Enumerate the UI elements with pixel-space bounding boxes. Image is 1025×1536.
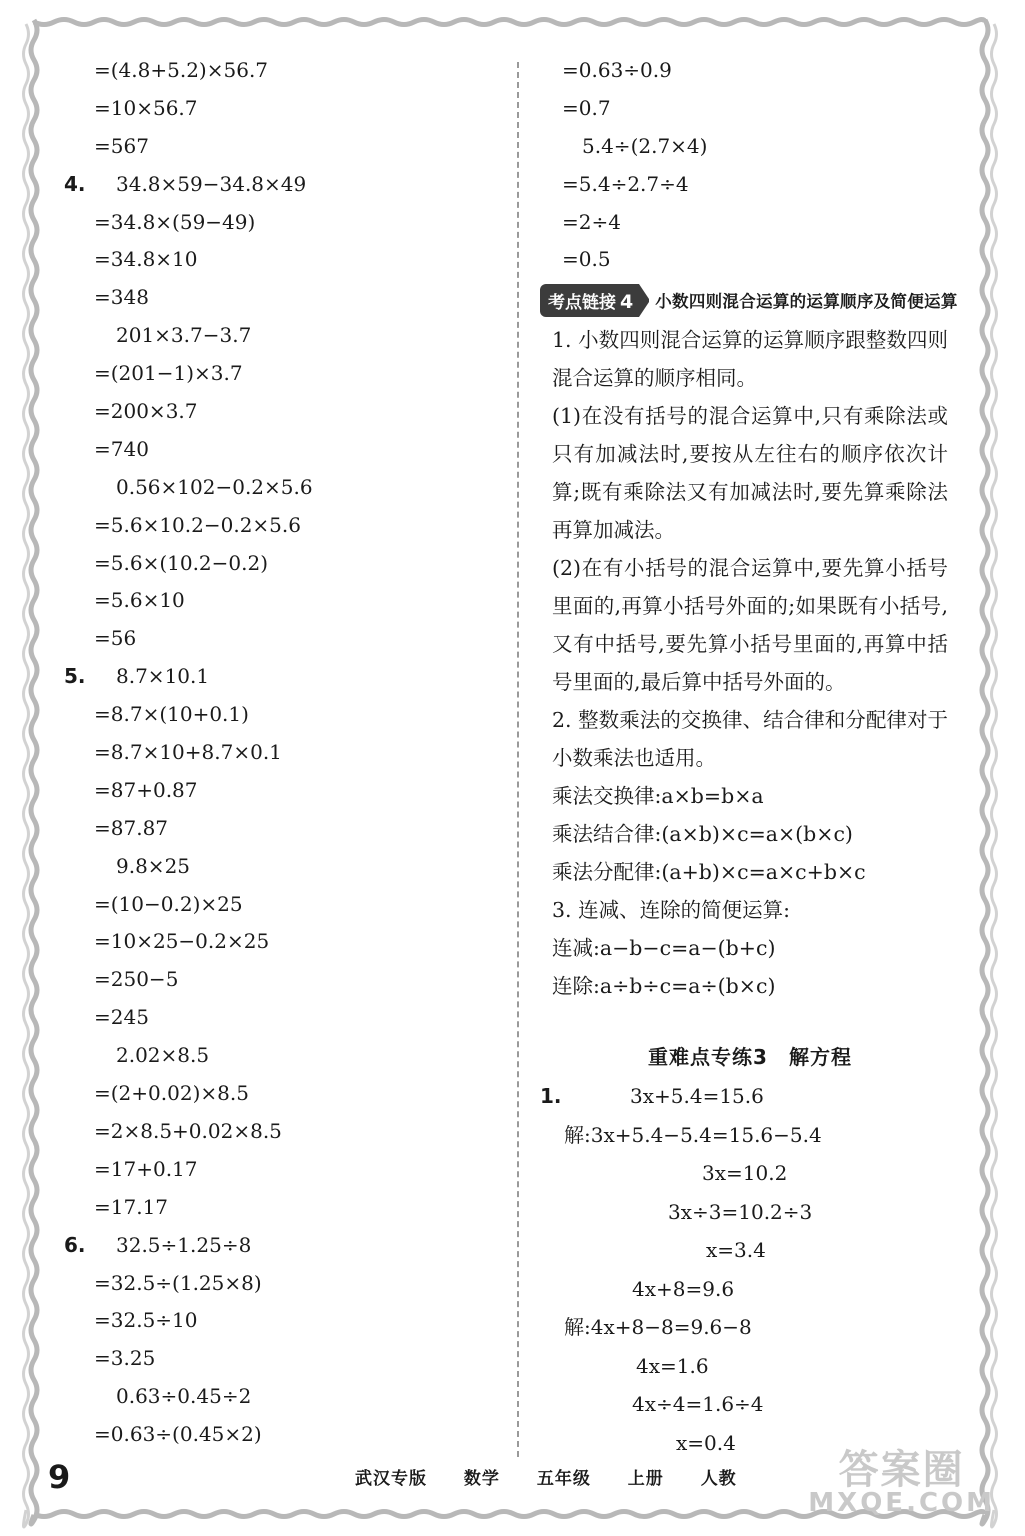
calc-line [62, 241, 502, 279]
kaodian-paragraph: 2. 整数乘法的交换律、结合律和分配律对于小数乘法也适用。 [552, 708, 948, 771]
calc-text: 0.63÷0.45÷2 [116, 1384, 252, 1409]
page-number: 9 [48, 1458, 71, 1496]
calc-line [62, 507, 502, 545]
section-title: 重难点专练3 解方程 [648, 1045, 852, 1070]
calc-text: =5.6×10 [94, 588, 185, 613]
equation-text: 解:3x+5.4−5.4=15.6−5.4 [564, 1122, 822, 1147]
kaodian-title: 小数四则混合运算的运算顺序及简便运算 [655, 292, 958, 312]
equation-line [540, 1116, 960, 1155]
calc-line [62, 810, 502, 848]
calc-line [62, 658, 502, 696]
calc-text: =32.5÷10 [94, 1308, 198, 1333]
calc-line [62, 52, 502, 90]
calc-line [540, 52, 960, 90]
kaodian-paragraph: 乘法分配律:(a+b)×c=a×c+b×c [552, 860, 866, 885]
calc-text: =567 [94, 133, 149, 158]
calc-text: =34.8×(59−49) [94, 209, 256, 234]
footer-volume: 上册 [627, 1469, 664, 1489]
equation-line [540, 1154, 960, 1193]
calc-text: =10×25−0.2×25 [94, 929, 270, 954]
calc-text: =(10−0.2)×25 [94, 891, 243, 916]
calc-text: =200×3.7 [94, 399, 198, 424]
calc-line [540, 128, 960, 166]
kaodian-paragraph: 乘法交换律:a×b=b×a [552, 784, 764, 809]
problem-number: 1. [540, 1084, 562, 1109]
calc-text: =5.6×10.2−0.2×5.6 [94, 512, 301, 537]
footer-publisher: 人教 [700, 1469, 737, 1489]
equation-text: 3x+5.4=15.6 [630, 1084, 764, 1109]
equation-line [540, 1270, 960, 1309]
equation-line [540, 1385, 960, 1424]
calc-text: 201×3.7−3.7 [116, 323, 252, 348]
calc-line [62, 1227, 502, 1265]
footer-info [355, 1464, 767, 1489]
problem-number: 6. [64, 1232, 86, 1257]
calc-line [540, 90, 960, 128]
calc-line [62, 961, 502, 999]
calc-line [62, 582, 502, 620]
calc-text: =5.4÷2.7÷4 [562, 171, 689, 196]
calc-text: =10×56.7 [94, 95, 198, 120]
calc-text: 0.56×102−0.2×5.6 [116, 474, 313, 499]
calc-line [540, 166, 960, 204]
equation-solutions [540, 1077, 960, 1462]
equation-text: x=0.4 [676, 1430, 736, 1455]
calc-text: 9.8×25 [116, 853, 191, 878]
calc-text: =32.5÷(1.25×8) [94, 1270, 262, 1295]
calc-line [62, 734, 502, 772]
column-divider [517, 62, 519, 1457]
calc-line [62, 1265, 502, 1303]
calc-line [62, 1189, 502, 1227]
calc-text: 34.8×59−34.8×49 [116, 171, 307, 196]
equation-line [540, 1231, 960, 1270]
calc-line [62, 545, 502, 583]
calc-text: =0.63÷(0.45×2) [94, 1422, 262, 1447]
calc-line [62, 393, 502, 431]
problem-number: 4. [64, 171, 86, 196]
calc-text: =(4.8+5.2)×56.7 [94, 58, 269, 82]
calc-text: =740 [94, 436, 149, 461]
calc-text: =0.5 [562, 247, 611, 272]
kaodian-banner [540, 283, 960, 317]
calc-line [62, 90, 502, 128]
calc-line [62, 848, 502, 886]
equation-text: x=3.4 [706, 1238, 766, 1263]
footer-edition: 武汉专版 [355, 1469, 427, 1489]
calc-line [62, 696, 502, 734]
calc-line [62, 923, 502, 961]
right-column [540, 52, 960, 1462]
calc-line [62, 1113, 502, 1151]
calc-text: =2÷4 [562, 209, 621, 234]
footer-grade: 五年级 [536, 1469, 591, 1489]
watermark-sub: MXQE.COM [808, 1488, 995, 1518]
equation-text: 3x=10.2 [702, 1161, 788, 1186]
kaodian-tag-number: 4 [620, 290, 634, 313]
problem-number: 5. [64, 664, 86, 689]
calc-text: 5.4÷(2.7×4) [582, 133, 708, 158]
kaodian-paragraph: 连除:a÷b÷c=a÷(b×c) [552, 974, 776, 999]
calc-line [62, 1302, 502, 1340]
calc-text: =2×8.5+0.02×8.5 [94, 1118, 282, 1143]
calc-line [62, 279, 502, 317]
calc-line [62, 620, 502, 658]
calc-text: 2.02×8.5 [116, 1043, 210, 1068]
kaodian-paragraph: (2)在有小括号的混合运算中,要先算小括号里面的,再算小括号外面的;如果既有小括号,又有中括号,要先算小括号里面的,再算中括号里面的,最后算中括号外面的。 [552, 556, 948, 695]
kaodian-paragraph: 乘法结合律:(a×b)×c=a×(b×c) [552, 822, 853, 847]
calc-text: =87.87 [94, 815, 169, 840]
calc-line [62, 128, 502, 166]
equation-text: 4x=1.6 [636, 1353, 709, 1378]
calc-line [62, 355, 502, 393]
equation-line [540, 1077, 960, 1116]
calc-text: =5.6×(10.2−0.2) [94, 550, 269, 575]
kaodian-tag-label: 考点链接 [548, 292, 616, 313]
calc-text: =34.8×10 [94, 247, 198, 272]
kaodian-paragraph: (1)在没有括号的混合运算中,只有乘除法或只有加减法时,要按从左往右的顺序依次计算;既有乘除法又有加减法时,要先算乘除法再算加减法。 [552, 404, 948, 543]
calc-line [62, 772, 502, 810]
calc-text: =0.63÷0.9 [562, 58, 672, 82]
calc-line [62, 317, 502, 355]
calc-line [62, 469, 502, 507]
calc-text: 8.7×10.1 [116, 664, 210, 689]
calc-line [62, 886, 502, 924]
calc-text: 32.5÷1.25÷8 [116, 1232, 252, 1257]
calc-text: =0.7 [562, 95, 611, 120]
kaodian-paragraph: 1. 小数四则混合运算的运算顺序跟整数四则混合运算的顺序相同。 [552, 328, 948, 391]
calc-text: =8.7×(10+0.1) [94, 702, 249, 727]
watermark-logo [808, 1447, 995, 1518]
calc-line [62, 1340, 502, 1378]
equation-text: 4x+8=9.6 [632, 1276, 735, 1301]
calc-line [62, 1416, 502, 1454]
calc-line [540, 241, 960, 279]
footer-subject: 数学 [463, 1469, 500, 1489]
calc-text: =3.25 [94, 1346, 156, 1371]
calc-text: =8.7×10+8.7×0.1 [94, 740, 282, 765]
kaodian-paragraph: 3. 连减、连除的简便运算: [552, 898, 790, 923]
calc-text: =245 [94, 1005, 149, 1030]
equation-text: 解:4x+8−8=9.6−8 [564, 1315, 752, 1340]
equation-text: 4x÷4=1.6÷4 [632, 1392, 764, 1417]
kaodian-tag [540, 284, 639, 317]
calc-line [540, 204, 960, 242]
calc-text: =17+0.17 [94, 1156, 198, 1181]
calc-line [62, 166, 502, 204]
kaodian-content [540, 321, 960, 1005]
calc-line [62, 999, 502, 1037]
calc-text: =(201−1)×3.7 [94, 361, 243, 386]
calc-line [62, 204, 502, 242]
calc-line [62, 1151, 502, 1189]
calc-line [62, 1037, 502, 1075]
calc-text: =56 [94, 626, 137, 651]
calc-line [62, 431, 502, 469]
equation-text: 3x÷3=10.2÷3 [668, 1199, 813, 1224]
left-column [62, 52, 502, 1454]
calc-text: =250−5 [94, 967, 179, 992]
watermark-main: 答案圈 [838, 1447, 965, 1493]
calc-text: =87+0.87 [94, 777, 198, 802]
equation-line [540, 1347, 960, 1386]
kaodian-paragraph: 连减:a−b−c=a−(b+c) [552, 936, 776, 961]
calc-line [62, 1075, 502, 1113]
calc-text: =348 [94, 285, 149, 310]
equation-line [540, 1308, 960, 1347]
calc-text: =17.17 [94, 1194, 169, 1219]
calc-text: =(2+0.02)×8.5 [94, 1081, 249, 1106]
right-top-calculations [540, 52, 960, 279]
calc-line [62, 1378, 502, 1416]
equation-line [540, 1193, 960, 1232]
